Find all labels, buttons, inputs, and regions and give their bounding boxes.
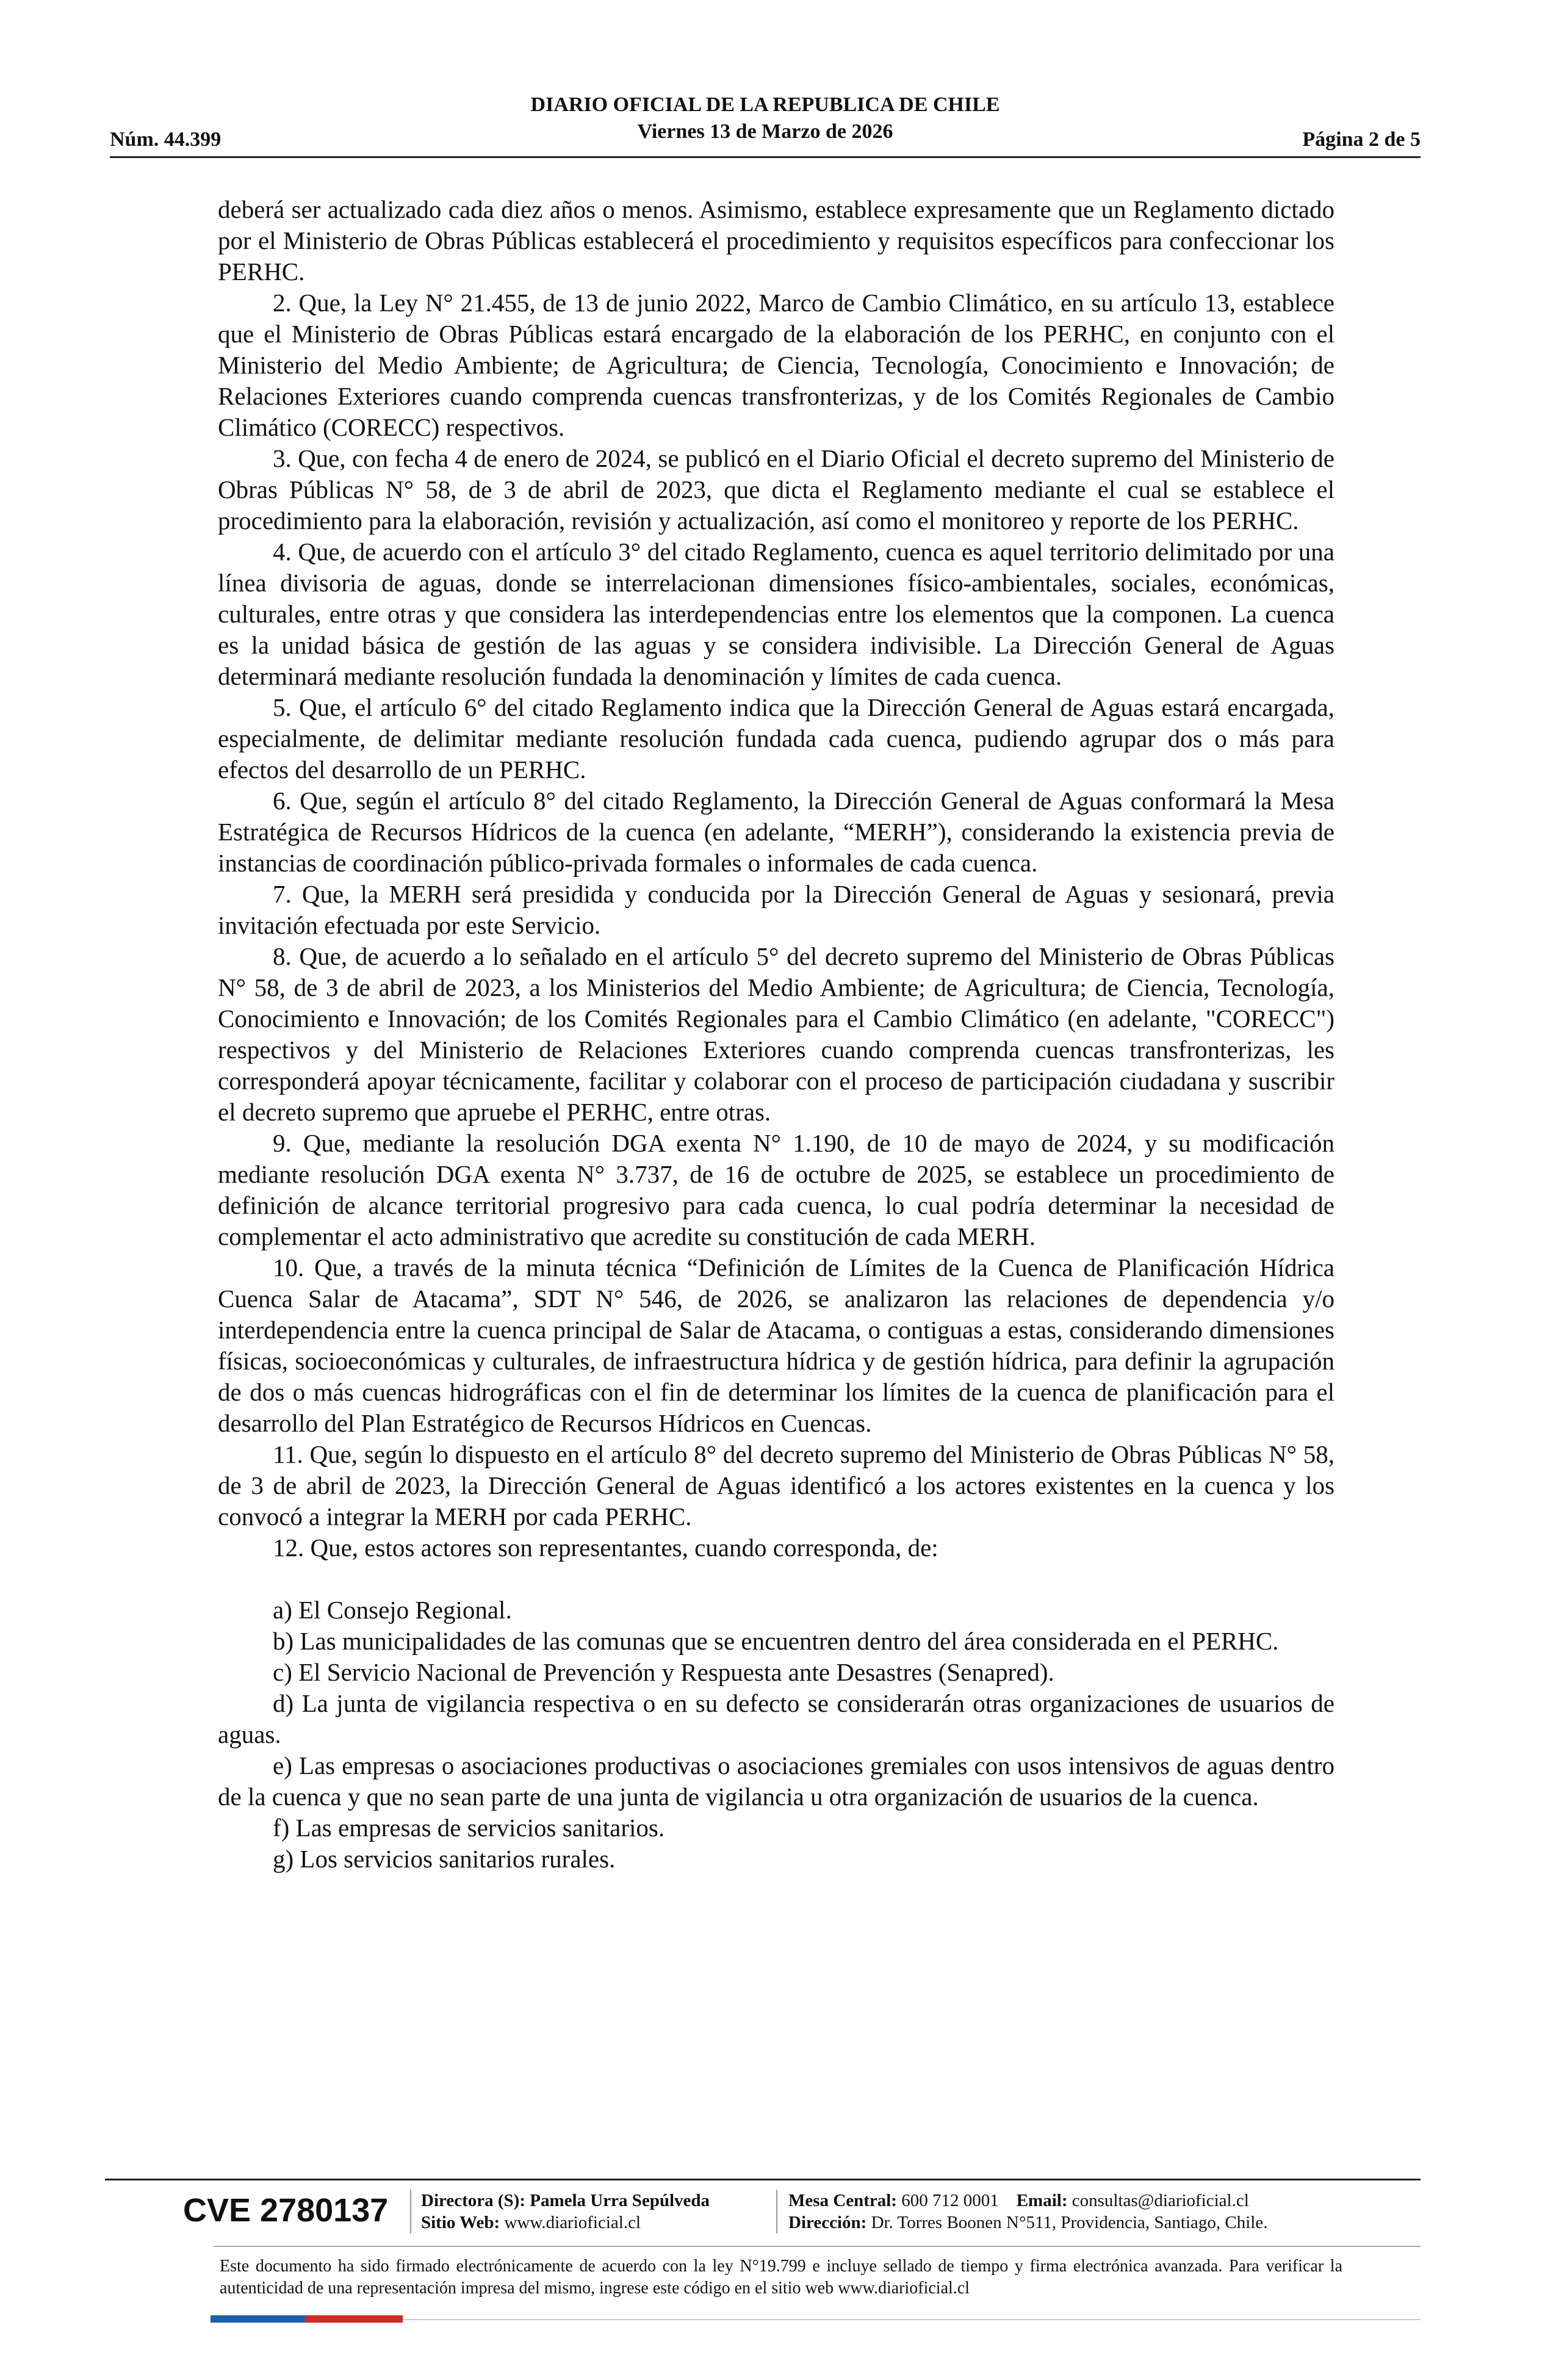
- directora-name: Pamela Urra Sepúlveda: [530, 2191, 710, 2210]
- cve-code: CVE 2780137: [183, 2192, 389, 2229]
- paragraph-7: 7. Que, la MERH será presidida y conducida por la Dirección General de Aguas y sesionará, previa invitación efectuada por este Servicio.: [218, 880, 1334, 939]
- direccion-label: Dirección:: [788, 2213, 867, 2232]
- header-divider: [110, 156, 1421, 158]
- footer-separator: [410, 2190, 411, 2234]
- sitio-label: Sitio Web:: [421, 2213, 500, 2232]
- flag-line: [403, 2319, 1421, 2320]
- mesa-phone: 600 712 0001: [901, 2191, 999, 2210]
- sitio-link[interactable]: www.diarioficial.cl: [504, 2213, 641, 2232]
- flag-bar: [211, 2315, 403, 2323]
- list-item-g: g) Los servicios sanitarios rurales.: [273, 1845, 616, 1873]
- directora-label: Directora (S):: [421, 2191, 525, 2210]
- list-item-e: e) Las empresas o asociaciones productivas o asociaciones gremiales con usos intensivos de aguas dentro de la cuenca y que no sean parte de una junta de vigilancia u otra organización de usuarios de la cuenca.: [218, 1751, 1334, 1811]
- footer-directory: [421, 2190, 710, 2234]
- paragraph-11: 11. Que, según lo dispuesto en el artículo 8° del decreto supremo del Ministerio de Obras Públicas N° 58, de 3 de abril de 2023, la Dirección General de Aguas identificó a los actores existentes en la cuenca y los convocó a integrar la MERH por cada PERHC.: [218, 1440, 1334, 1531]
- page-header: [110, 92, 1421, 159]
- list-item-b: b) Las municipalidades de las comunas que se encuentren dentro del área considerada en el PERHC.: [273, 1627, 1279, 1655]
- list-item-f: f) Las empresas de servicios sanitarios.: [273, 1814, 665, 1842]
- paragraph-9: 9. Que, mediante la resolución DGA exenta N° 1.190, de 10 de mayo de 2024, y su modificación mediante resolución DGA exenta N° 3.737, de 16 de octubre de 2025, se establece un procedimiento de definición de alcance territorial progresivo para cada cuenca, lo cual podría determinar la necesidad de complementar el acto administrativo que acredite su constitución de cada MERH.: [218, 1129, 1334, 1250]
- mesa-label: Mesa Central:: [788, 2191, 897, 2210]
- email-label: Email:: [1016, 2191, 1068, 2210]
- paragraph-5: 5. Que, el artículo 6° del citado Reglamento indica que la Dirección General de Aguas estará encargada, especialmente, de delimitar mediante resolución fundada cada cuenca, pudiendo agrupar dos o más para efectos del desarrollo de un PERHC.: [218, 693, 1334, 784]
- document-body: [218, 194, 1334, 1875]
- footer-separator: [776, 2190, 777, 2234]
- header-center: [110, 92, 1421, 145]
- footer-divider-secondary: [214, 2246, 1421, 2247]
- list-item-c: c) El Servicio Nacional de Prevención y Respuesta ante Desastres (Senapred).: [273, 1658, 1054, 1686]
- page-indicator: Página 2 de 5: [1302, 128, 1421, 151]
- issue-number: Núm. 44.399: [110, 128, 222, 151]
- list-item-a: a) El Consejo Regional.: [273, 1596, 512, 1624]
- direccion-value: Dr. Torres Boonen N°511, Providencia, Santiago, Chile.: [871, 2213, 1268, 2232]
- publication-date: Viernes 13 de Marzo de 2026: [637, 120, 893, 143]
- paragraph-3: 3. Que, con fecha 4 de enero de 2024, se publicó en el Diario Oficial el decreto supremo del Ministerio de Obras Públicas N° 58, de 3 de abril de 2023, que dicta el Reglamento mediante el cual se establece el procedimiento para la elaboración, revisión y actualización, así como el monitoreo y reporte de los PERHC.: [218, 444, 1334, 535]
- email-link[interactable]: consultas@diarioficial.cl: [1072, 2191, 1249, 2210]
- footer-divider: [105, 2179, 1421, 2180]
- flag-red-segment: [305, 2315, 403, 2323]
- paragraph-12: 12. Que, estos actores son representantes, cuando corresponda, de:: [273, 1534, 938, 1562]
- paragraph-4: 4. Que, de acuerdo con el artículo 3° del citado Reglamento, cuenca es aquel territorio delimitado por una línea divisoria de aguas, donde se interrelacionan dimensiones físico-ambientales, sociales, económicas, culturales, entre otras y que considera las interdependencias entre los elementos que la componen. La cuenca es la unidad básica de gestión de las aguas y se considera indivisible. La Dirección General de Aguas determinará mediante resolución fundada la denominación y límites de cada cuenca.: [218, 538, 1334, 690]
- flag-blue-segment: [211, 2315, 305, 2323]
- paragraph-6: 6. Que, según el artículo 8° del citado Reglamento, la Dirección General de Aguas conformará la Mesa Estratégica de Recursos Hídricos de la cuenca (en adelante, “MERH”), considerando la existencia previa de instancias de coordinación público-privada formales o informales de cada cuenca.: [218, 787, 1334, 877]
- paragraph-continuation: deberá ser actualizado cada diez años o menos. Asimismo, establece expresamente que un Reglamento dictado por el Ministerio de Obras Públicas establecerá el procedimiento y requisitos específicos para confeccionar los PERHC.: [218, 195, 1334, 286]
- paragraph-2: 2. Que, la Ley N° 21.455, de 13 de junio 2022, Marco de Cambio Climático, en su artículo 13, establece que el Ministerio de Obras Públicas estará encargado de la elaboración de los PERHC, en conjunto con el Ministerio del Medio Ambiente; de Agricultura; de Ciencia, Tecnología, Conocimiento e Innovación; de Relaciones Exteriores cuando comprenda cuencas transfronterizas, y de los Comités Regionales de Cambio Climático (CORECC) respectivos.: [218, 289, 1334, 441]
- legal-notice: Este documento ha sido firmado electrónicamente de acuerdo con la ley N°19.799 e incluye sellado de tiempo y firma electrónica avanzada. Para verificar la autenticidad de una representación impresa del mismo, ingrese este código en el sitio web www.diarioficial.cl: [220, 2257, 1342, 2298]
- paragraph-8: 8. Que, de acuerdo a lo señalado en el artículo 5° del decreto supremo del Ministerio de Obras Públicas N° 58, de 3 de abril de 2023, a los Ministerios del Medio Ambiente; de Agricultura; de Ciencia, Tecnología, Conocimiento e Innovación; de los Comités Regionales para el Cambio Climático (en adelante, "CORECC") respectivos y del Ministerio de Relaciones Exteriores cuando comprenda cuencas transfronterizas, les corresponderá apoyar técnicamente, facilitar y colaborar con el proceso de participación ciudadana y suscribir el decreto supremo que apruebe el PERHC, entre otras.: [218, 942, 1334, 1126]
- publication-title: DIARIO OFICIAL DE LA REPUBLICA DE CHILE: [530, 93, 1000, 116]
- list-item-d: d) La junta de vigilancia respectiva o en su defecto se considerarán otras organizaciones de usuarios de aguas.: [218, 1689, 1334, 1748]
- footer-contact: [788, 2190, 1267, 2234]
- paragraph-10: 10. Que, a través de la minuta técnica “Definición de Límites de la Cuenca de Planificación Hídrica Cuenca Salar de Atacama”, SDT N° 546, de 2026, se analizaron las relaciones de dependencia y/o interdependencia entre la cuenca principal de Salar de Atacama, o contiguas a estas, considerando dimensiones físicas, socioeconómicas y culturales, de infraestructura hídrica y de gestión hídrica, para definir la agrupación de dos o más cuencas hidrográficas con el fin de determinar los límites de la cuenca de planificación para el desarrollo del Plan Estratégico de Recursos Hídricos en Cuencas.: [218, 1253, 1334, 1437]
